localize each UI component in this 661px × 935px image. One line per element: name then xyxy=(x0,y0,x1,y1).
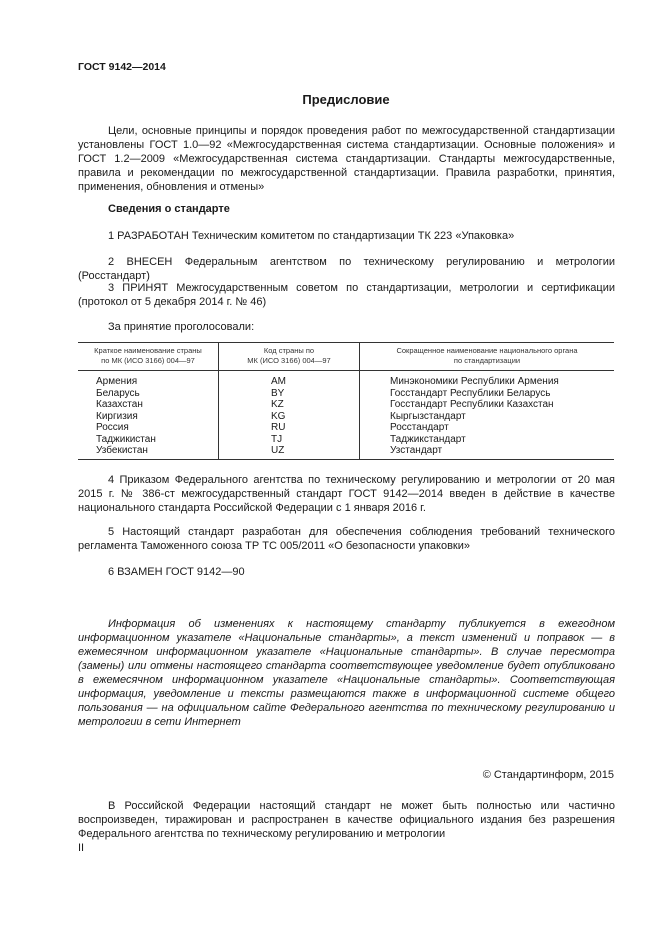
item-2: 2 ВНЕСЕН Федеральным агентством по техническому регулированию и метрологии (Росстандарт) xyxy=(78,256,619,282)
table-row xyxy=(78,371,614,388)
cell-code: KG xyxy=(219,411,360,423)
cell-country: Таджикистан xyxy=(78,434,219,446)
item-6: 6 ВЗАМЕН ГОСТ 9142—90 xyxy=(108,566,245,578)
cell-code: KZ xyxy=(219,399,360,411)
cell-country: Беларусь xyxy=(78,388,219,400)
header-code: Код страны по МК (ИСО 3166) 004—97 xyxy=(219,343,360,371)
cell-body: Госстандарт Республики Казахстан xyxy=(390,399,554,410)
document-id: ГОСТ 9142—2014 xyxy=(78,61,166,73)
intro-paragraph: Цели, основные принципы и порядок проведения работ по межгосударственной стандартизации установлены ГОСТ 1.0—92 «Межгосударственная система стандартизации. Основные положения» и ГОСТ 1.2—2009 «Межгосударственная система стандартизации. Стандарты межгосударственные, правила и рекомендации по межгосударственной стандартизации. Правила разработки, принятия, применения, обновления и отмены» xyxy=(78,125,619,193)
cell-country: Киргизия xyxy=(78,411,219,423)
cell-body: Кыргызстандарт xyxy=(390,410,466,422)
page-number: II xyxy=(78,842,85,854)
cell-body: Минэкономики Республики Армения xyxy=(390,376,559,387)
cell-code: UZ xyxy=(219,445,360,459)
item-3: 3 ПРИНЯТ Межгосударственным советом по стандартизации, метрологии и сертификации (протокол от 5 декабря 2014 г. № 46) xyxy=(78,282,619,308)
table-row xyxy=(78,388,614,400)
voted-label: За принятие проголосовали: xyxy=(108,321,255,333)
voting-table xyxy=(78,342,614,460)
cell-body: Росстандарт xyxy=(390,422,449,433)
cell-country: Армения xyxy=(78,371,219,388)
cell-country: Казахстан xyxy=(78,399,219,411)
reproduction-notice: В Российской Федерации настоящий стандарт не может быть полностью или частично воспроизведен, тиражирован и распространен в качестве официального издания без разрешения Федерального агентства по техническому регулированию и метрологии xyxy=(78,800,619,840)
section-heading: Сведения о стандарте xyxy=(108,203,230,215)
cell-code: RU xyxy=(219,422,360,434)
cell-body: Таджикстандарт xyxy=(390,433,466,445)
item-4: 4 Приказом Федерального агентства по техническому регулированию и метрологии от 20 мая 2015 г. № 386-ст межгосударственный стандарт ГОСТ 9142—2014 введен в действие в качестве национального стандарта Российской Федерации с 1 января 2016 г. xyxy=(78,474,619,514)
copyright: © Стандартинформ, 2015 xyxy=(482,769,614,781)
cell-code: TJ xyxy=(219,434,360,446)
cell-country: Россия xyxy=(78,422,219,434)
table-row xyxy=(78,411,614,423)
item-5: 5 Настоящий стандарт разработан для обеспечения соблюдения требований технического регламента Таможенного союза ТР ТС 005/2011 «О безопасности упаковки» xyxy=(78,526,619,552)
cell-body: Узстандарт xyxy=(360,445,615,459)
cell-code: AM xyxy=(219,371,360,388)
item-1: 1 РАЗРАБОТАН Техническим комитетом по стандартизации ТК 223 «Упаковка» xyxy=(108,230,515,242)
page-title: Предисловие xyxy=(302,92,390,107)
cell-code: BY xyxy=(219,388,360,400)
cell-country: Узбекистан xyxy=(78,445,219,459)
change-info-note: Информация об изменениях к настоящему стандарту публикуется в ежегодном информационном указателе «Национальные стандарты», а текст изменений и поправок — в ежемесячном информационном указателе «Национальные стандарты». В случае пересмотра (замены) или отмены настоящего стандарта соответствующее уведомление будет опубликовано в ежемесячном информационном указателе «Национальные стандарты». Соответствующая информация, уведомление и тексты размещаются также в информационной системе общего пользования — на официальном сайте Федерального агентства по техническому регулированию и метрологии в сети Интернет xyxy=(78,618,619,728)
header-country: Краткое наименование страны по МК (ИСО 3166) 004—97 xyxy=(78,343,219,371)
table-row xyxy=(78,422,614,434)
table-row xyxy=(78,399,614,411)
table-header-row xyxy=(78,343,614,371)
table-row xyxy=(78,445,614,459)
header-body: Сокращенное наименование национального органа по стандартизации xyxy=(360,343,615,371)
cell-body: Госстандарт Республики Беларусь xyxy=(390,387,551,399)
table-row xyxy=(78,434,614,446)
